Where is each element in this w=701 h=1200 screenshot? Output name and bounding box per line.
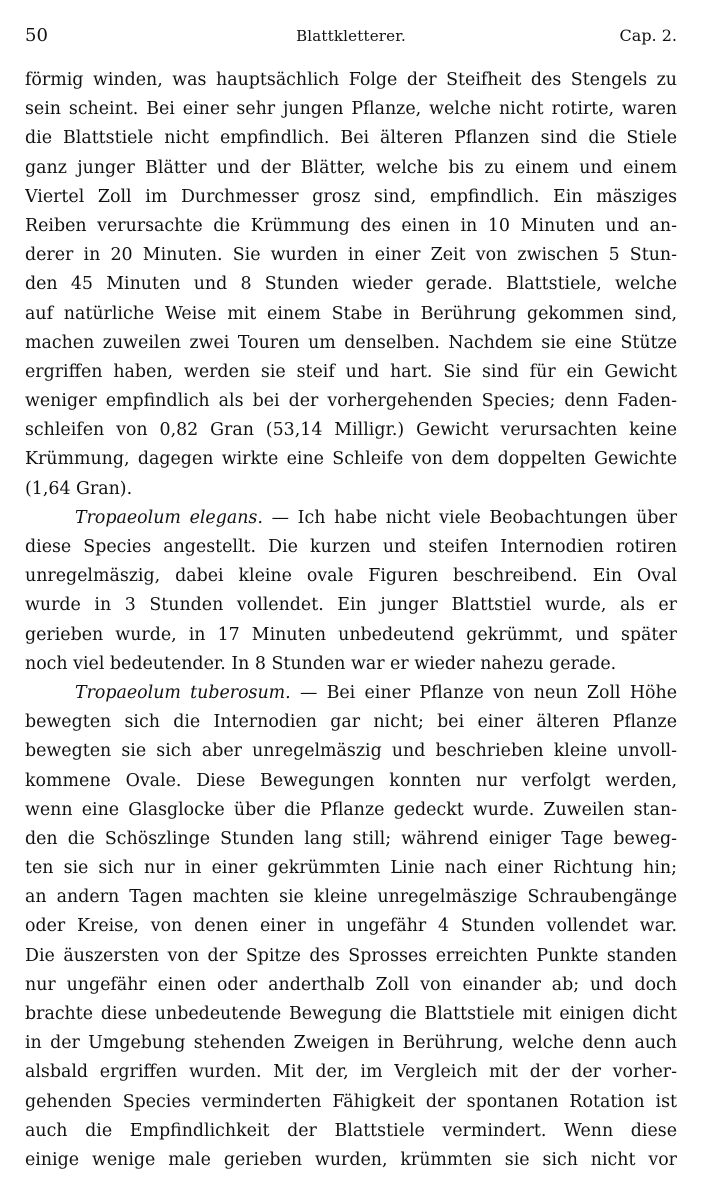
text-line: brachte diese unbedeutende Bewegung die Blattstiele mit einigen dicht: [25, 1004, 677, 1024]
text-line: (1,64 Gran).: [25, 478, 133, 499]
running-title: Blattkletterer.: [296, 27, 406, 45]
text-line: den 45 Minuten und 8 Stunden wieder gerade. Blattstiele, welche: [25, 274, 677, 295]
body-text: [25, 66, 677, 1175]
text-line: weniger empfindlich als bei der vorhergehenden Species; denn Faden-: [25, 391, 677, 412]
text-line: sein scheint. Bei einer sehr jungen Pflanze, welche nicht rotirte, waren: [25, 99, 677, 120]
text-run: — Ich habe nicht viele Beobachtungen über: [262, 507, 677, 528]
text-line: bewegten sie sich aber unregelmäszig und beschrieben kleine unvoll-: [25, 741, 677, 762]
running-head: [25, 22, 677, 50]
text-line: Reiben verursachte die Krümmung des einen in 10 Minuten und an-: [25, 215, 677, 236]
text-line: Krümmung, dagegen wirkte eine Schleife von dem doppelten Gewichte: [25, 449, 677, 470]
text-line: in der Umgebung stehenden Zweigen in Berührung, welche denn auch: [25, 1033, 677, 1054]
text-line: ergriffen haben, werden sie steif und hart. Sie sind für ein Gewicht: [25, 361, 677, 382]
text-line: den die Schöszlinge Stunden lang still; während einiger Tage beweg-: [25, 828, 677, 849]
text-line: gerieben wurde, in 17 Minuten unbedeutend gekrümmt, und später: [25, 624, 677, 645]
text-line: Die äuszersten von der Spitze des Sprosses erreichten Punkte standen: [25, 945, 677, 966]
text-line: diese Species angestellt. Die kurzen und steifen Internodien rotiren: [25, 537, 677, 557]
text-line: förmig winden, was hauptsächlich Folge der Steifheit des Stengels zu: [25, 70, 677, 90]
text-line: ten sie sich nur in einer gekrümmten Linie nach einer Richtung hin;: [25, 858, 677, 879]
text-line: auch die Empfindlichkeit der Blattstiele vermindert. Wenn diese: [25, 1120, 677, 1141]
text-line: auf natürliche Weise mit einem Stabe in Berührung gekommen sind,: [25, 303, 677, 324]
text-line: noch viel bedeutender. In 8 Stunden war er wieder nahezu gerade.: [25, 653, 617, 674]
text-line: wenn eine Glasglocke über die Pflanze gedeckt wurde. Zuweilen stan-: [25, 799, 677, 820]
paragraph-first-line: [25, 679, 677, 708]
page-number: 50: [25, 25, 48, 46]
text-line: alsbald ergriffen wurden. Mit der, im Vergleich mit der der vorher-: [25, 1062, 677, 1083]
text-line: nur ungefähr einen oder anderthalb Zoll von einander ab; und doch: [25, 974, 677, 995]
paragraph-first-line: [25, 504, 677, 533]
text-line: ganz junger Blätter und der Blätter, welche bis zu einem und einem: [25, 157, 677, 178]
text-line: Viertel Zoll im Durchmesser grosz sind, empfindlich. Ein mäsziges: [25, 186, 677, 207]
text-line: einige wenige male gerieben wurden, krümmten sie sich nicht vor: [25, 1149, 677, 1170]
text-line: bewegten sich die Internodien gar nicht; bei einer älteren Pflanze: [25, 712, 677, 733]
text-line: gehenden Species verminderten Fähigkeit der spontanen Rotation ist: [25, 1091, 677, 1112]
text-line: kommene Ovale. Diese Bewegungen konnten nur verfolgt werden,: [25, 770, 677, 791]
text-line: derer in 20 Minuten. Sie wurden in einer Zeit von zwischen 5 Stun-: [25, 245, 677, 266]
text-run: — Bei einer Pflanze von neun Zoll Höhe: [290, 682, 677, 703]
text-line: machen zuweilen zwei Touren um denselben. Nachdem sie eine Stütze: [25, 332, 677, 353]
species-name: Tropaeolum elegans.: [75, 507, 263, 528]
text-line: an andern Tagen machten sie kleine unregelmäszige Schraubengänge: [25, 887, 677, 908]
text-line: die Blattstiele nicht empfindlich. Bei älteren Pflanzen sind die Stiele: [25, 128, 677, 149]
species-name: Tropaeolum tuberosum.: [75, 682, 291, 703]
text-line: wurde in 3 Stunden vollendet. Ein junger Blattstiel wurde, als er: [25, 595, 677, 616]
text-line: oder Kreise, von denen einer in ungefähr 4 Stunden vollendet war.: [25, 916, 677, 937]
text-line: schleifen von 0,82 Gran (53,14 Milligr.) Gewicht verursachten keine: [25, 420, 677, 441]
chapter-reference: Cap. 2.: [619, 26, 677, 45]
text-line: unregelmäszig, dabei kleine ovale Figuren beschreibend. Ein Oval: [25, 566, 677, 587]
